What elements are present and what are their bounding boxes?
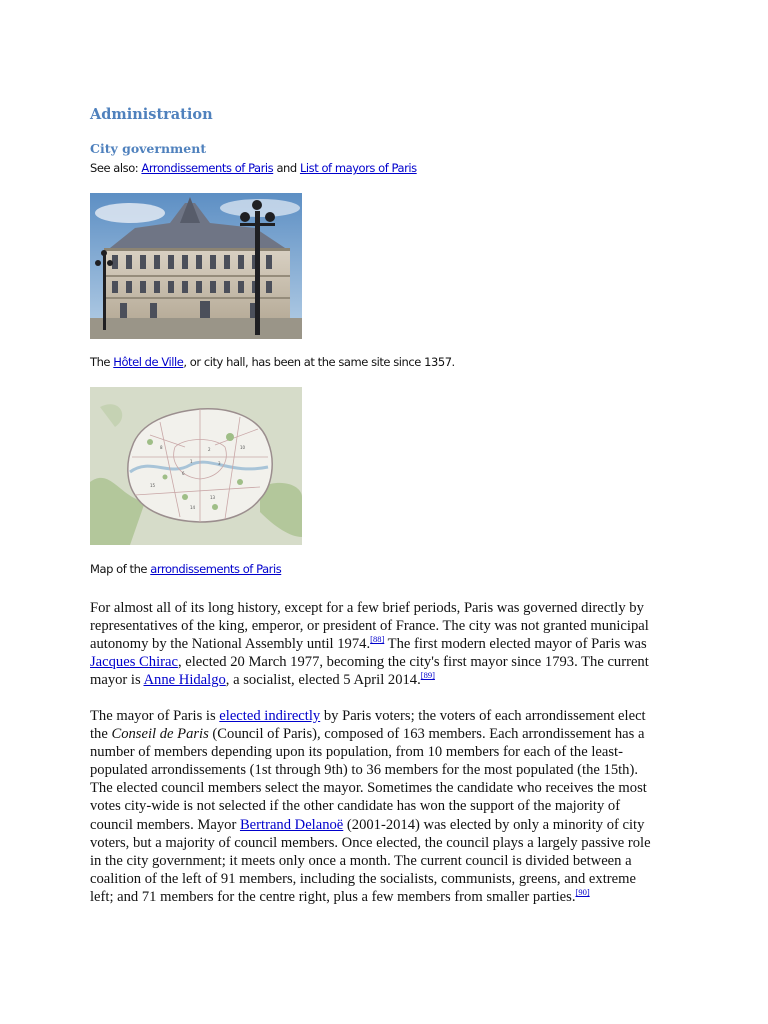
svg-text:2: 2 (208, 447, 211, 452)
text-line (90, 635, 680, 653)
text-span: The mayor of Paris is (90, 708, 220, 724)
arrondissements-map-image (90, 387, 302, 545)
svg-text:13: 13 (210, 495, 216, 500)
citation-89-link[interactable]: [89] (420, 670, 435, 681)
text-line: representatives of the king, emperor, or president of France. The city was not granted municipal (90, 618, 649, 635)
map-caption (90, 562, 281, 576)
caption-post: , or city hall, has been at the same site since 1357. (183, 355, 455, 369)
bertrand-delanoe-link[interactable]: Bertrand Delanoë (239, 816, 344, 833)
text-line (90, 888, 680, 906)
arrondissements-map[interactable] (90, 387, 302, 545)
text-line: in the city government; it meets only once a month. The current council is divided between a (90, 852, 632, 869)
text-line: The elected council members select the mayor. Sometimes the candidate who receives the most (90, 780, 647, 797)
jacques-chirac-link[interactable]: Jacques Chirac (90, 654, 178, 671)
arrondissements-link[interactable]: Arrondissements of Paris (141, 161, 274, 175)
svg-text:3: 3 (218, 461, 221, 466)
text-span: autonomy by the National Assembly until 1974. (90, 636, 371, 653)
list-of-mayors-link[interactable]: List of mayors of Paris (299, 161, 417, 175)
hotel-de-ville-link[interactable]: Hôtel de Ville (113, 355, 184, 369)
arrondissements-caption-link[interactable]: arrondissements of Paris (150, 562, 282, 576)
elected-indirectly-link[interactable]: elected indirectly (219, 708, 321, 724)
section-heading: Administration (90, 106, 213, 123)
see-also-label: See also: (90, 161, 139, 175)
photo-caption (90, 355, 455, 369)
paragraph-council (90, 707, 680, 906)
conseil-de-paris-emphasis: Conseil de Paris (111, 726, 209, 743)
text-line: voters, but a majority of council members. Once elected, the council plays a largely passive role (90, 834, 651, 851)
caption-pre: The (90, 355, 111, 369)
svg-text:6: 6 (182, 471, 185, 476)
svg-text:15: 15 (150, 483, 156, 488)
text-line: votes city-wide is not selected if the other candidate has won the support of the majority of (90, 798, 621, 815)
see-also-note (90, 161, 417, 175)
text-line: For almost all of its long history, except for a few brief periods, Paris was governed directly by (90, 600, 644, 616)
text-line: number of members depending upon its population, from 10 members for each of the least- (90, 744, 623, 761)
citation-88-link[interactable]: [88] (370, 634, 385, 645)
svg-text:14: 14 (190, 505, 196, 510)
subsection-heading: City government (90, 141, 207, 156)
map-caption-pre: Map of the (90, 562, 148, 576)
hotel-de-ville-photo[interactable] (90, 193, 302, 339)
text-span: mayor is (90, 672, 144, 689)
see-also-and: and (276, 161, 297, 175)
text-span: , elected 20 March 1977, becoming the city's first mayor since 1793. The current (177, 654, 649, 671)
text-span: council members. Mayor (90, 816, 240, 833)
text-line (90, 725, 680, 743)
citation-90-link[interactable]: [90] (575, 886, 590, 897)
text-line (90, 707, 680, 725)
text-line: coalition of the left of 91 members, including the socialists, communists, greens, and extreme (90, 870, 636, 887)
anne-hidalgo-link[interactable]: Anne Hidalgo (143, 672, 226, 689)
text-span: (2001-2014) was elected by only a minority of city (343, 816, 645, 833)
text-span: The first modern elected mayor of Paris was (384, 636, 647, 653)
svg-text:8: 8 (160, 445, 163, 450)
text-line (90, 671, 680, 689)
text-line (90, 653, 680, 671)
text-span: (Council of Paris), composed of 163 members. Each arrondissement has a (208, 726, 645, 743)
text-span: by Paris voters; the voters of each arrondissement elect (320, 708, 646, 724)
text-span: , a socialist, elected 5 April 2014. (225, 672, 421, 689)
text-line: populated arrondissements (1st through 9th) to 36 members for the most populated (the 15th). (90, 762, 638, 779)
text-span: the (90, 726, 112, 743)
text-span: left; and 71 members for the centre right, plus a few members from smaller parties. (90, 888, 576, 905)
svg-text:10: 10 (240, 445, 246, 450)
hotel-de-ville-image (90, 193, 302, 339)
text-line (90, 816, 680, 834)
paragraph-history (90, 599, 680, 689)
svg-text:1: 1 (190, 459, 193, 464)
